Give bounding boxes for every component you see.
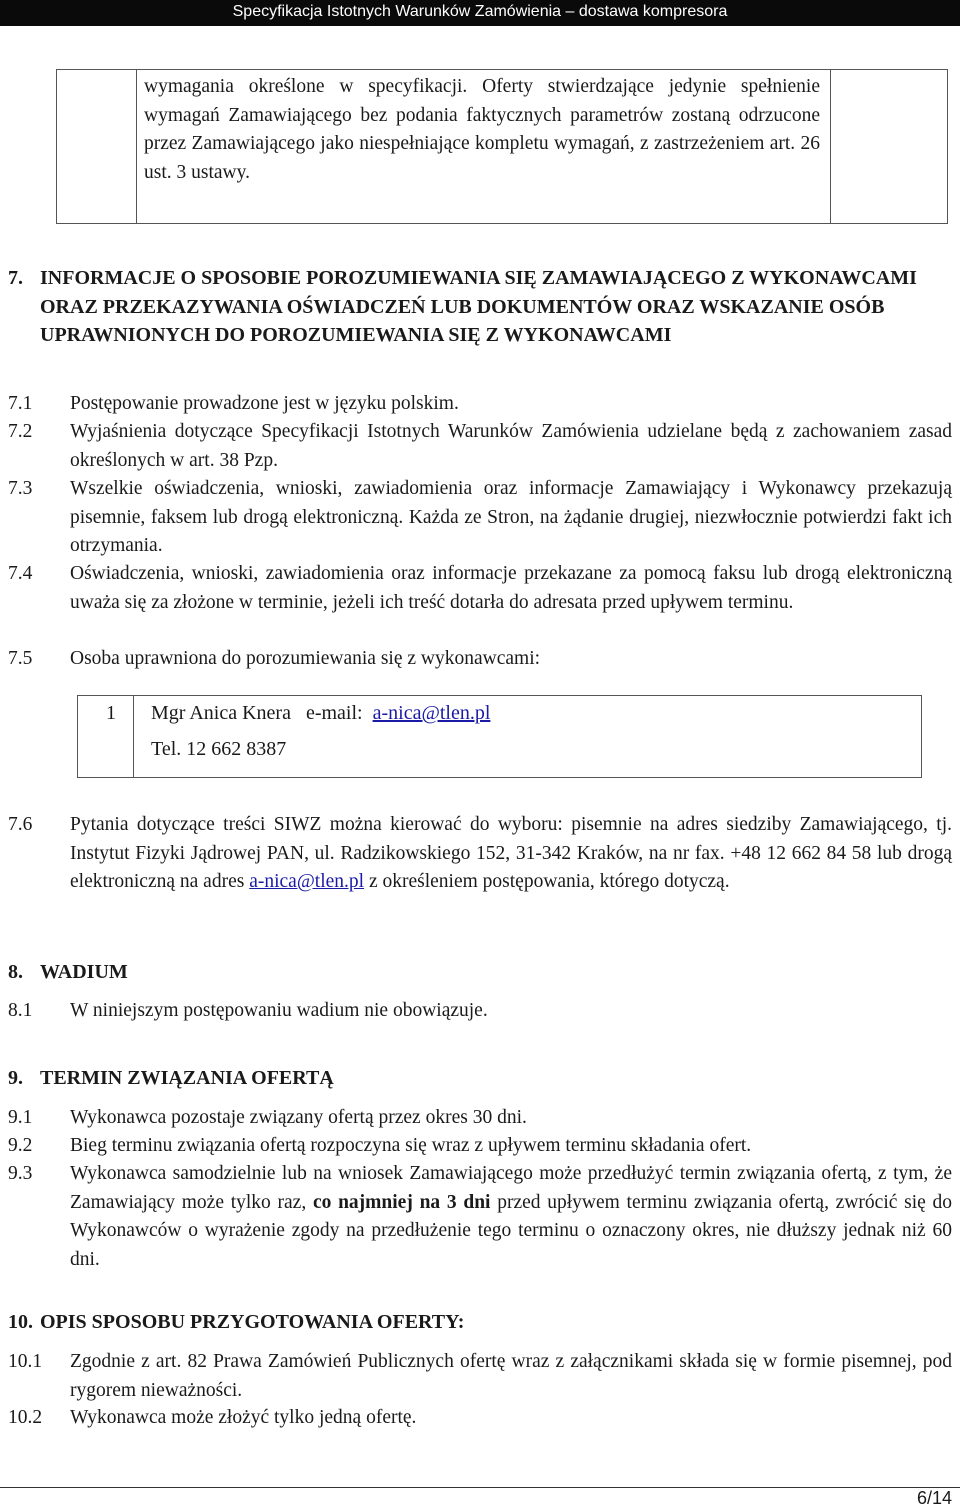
section-title: WADIUM: [40, 961, 128, 983]
section-number: 7.: [8, 267, 23, 289]
footer-divider: [0, 1487, 960, 1488]
document-header: [0, 0, 960, 26]
list-item: 7.4 Oświadczenia, wnioski, zawiadomienia oraz informacje przekazane za pomocą faksu lub drogą elektroniczną uważa się za złożone w terminie, jeżeli ich treść dotarła do adresata przed upływem terminu.: [8, 563, 952, 613]
section-title: OPIS SPOSOBU PRZYGOTOWANIA OFERTY:: [40, 1311, 465, 1333]
list-item: 7.1 Postępowanie prowadzone jest w języku polskim.: [8, 393, 459, 414]
section-title: TERMIN ZWIĄZANIA OFERTĄ: [40, 1067, 334, 1089]
email-link[interactable]: a-nica@tlen.pl: [249, 871, 365, 892]
previous-table-text: wymagania określone w specyfikacji. Oferty stwierdzające jedynie spełnienie wymagań Zamawiającego bez podania faktycznych parametrów zostaną odrzucone przez Zamawiającego jako niespełniające kompletu wymagań, z zastrzeżeniem art. 26 ust. 3 ustawy.: [144, 76, 820, 183]
section-number: 9.: [8, 1067, 23, 1089]
list-item: 10.2 Wykonawca może złożyć tylko jedną ofertę.: [8, 1407, 417, 1428]
list-item: 9.3 Wykonawca samodzielnie lub na wniosek Zamawiającego może przedłużyć termin związania ofertą, z tym, że Zamawiający może tylko raz, co najmniej na 3 dni przed upływem terminu związania ofertą, zwrócić się do Wykonawców o wyrażenie zgody na przedłużenie tego terminu o oznaczony okres, nie dłuższy jednak niż 60 dni.: [8, 1163, 953, 1270]
contact-phone: Tel. 12 662 8387: [151, 738, 287, 760]
list-item: 7.6 Pytania dotyczące treści SIWZ można kierować do wyboru: pisemnie na adres siedziby Zamawiającego, tj. Instytut Fizyki Jądrowej PAN, ul. Radzikowskiego 152, 31-342 Kraków, na nr fax. +48 12 662 84 58 lub drogą elektroniczną na adres a-nica@tlen.pl z określeniem postępowania, którego dotyczą.: [8, 814, 952, 892]
contact-table: [77, 695, 922, 778]
previous-table-fragment: [56, 69, 948, 224]
contact-email-link[interactable]: a-nica@tlen.pl: [372, 702, 491, 724]
contact-number: 1: [106, 702, 116, 724]
section-7-heading: [8, 264, 940, 350]
list-item: 9.1 Wykonawca pozostaje związany ofertą przez okres 30 dni.: [8, 1107, 527, 1128]
list-item: 10.1 Zgodnie z art. 82 Prawa Zamówień Publicznych ofertę wraz z załącznikami składa się w formie pisemnej, pod rygorem nieważności.: [8, 1351, 952, 1401]
section-9-heading: [8, 1064, 334, 1093]
bold-phrase: co najmniej na 3 dni: [312, 1191, 491, 1213]
document-title: Specyfikacja Istotnych Warunków Zamówienia – dostawa kompresora: [232, 3, 728, 20]
list-item: 8.1 W niniejszym postępowaniu wadium nie obowiązuje.: [8, 1000, 488, 1021]
contact-name: Mgr Anica Knera: [151, 702, 291, 724]
section-number: 10.: [8, 1311, 33, 1333]
list-item: 9.2 Bieg terminu związania ofertą rozpoczyna się wraz z upływem terminu składania ofert.: [8, 1135, 752, 1156]
email-label: e-mail:: [305, 702, 363, 724]
section-title: INFORMACJE O SPOSOBIE POROZUMIEWANIA SIĘ ZAMAWIAJĄCEGO Z WYKONAWCAMI ORAZ PRZEKAZYWANIA OŚWIADCZEŃ LUB DOKUMENTÓW ORAZ WSKAZANIE OSÓB UPRAWNIONYCH DO POROZUMIEWANIA SIĘ Z WYKONAWCAMI: [40, 267, 917, 346]
section-8-heading: [8, 958, 128, 987]
list-item: 7.2 Wyjaśnienia dotyczące Specyfikacji Istotnych Warunków Zamówienia udzielane będą z zachowaniem zasad określonych w art. 38 Pzp.: [8, 421, 952, 471]
section-number: 8.: [8, 961, 23, 983]
list-item: 7.5 Osoba uprawniona do porozumiewania się z wykonawcami:: [8, 648, 541, 669]
page-number: 6/14: [916, 1488, 952, 1508]
section-10-heading: [8, 1308, 464, 1337]
list-item: 7.3 Wszelkie oświadczenia, wnioski, zawiadomienia oraz informacje Zamawiający i Wykonawcy przekazują pisemnie, faksem lub drogą elektroniczną. Każda ze Stron, na żądanie drugiej, niezwłocznie potwierdzi fakt ich otrzymania.: [8, 478, 952, 556]
